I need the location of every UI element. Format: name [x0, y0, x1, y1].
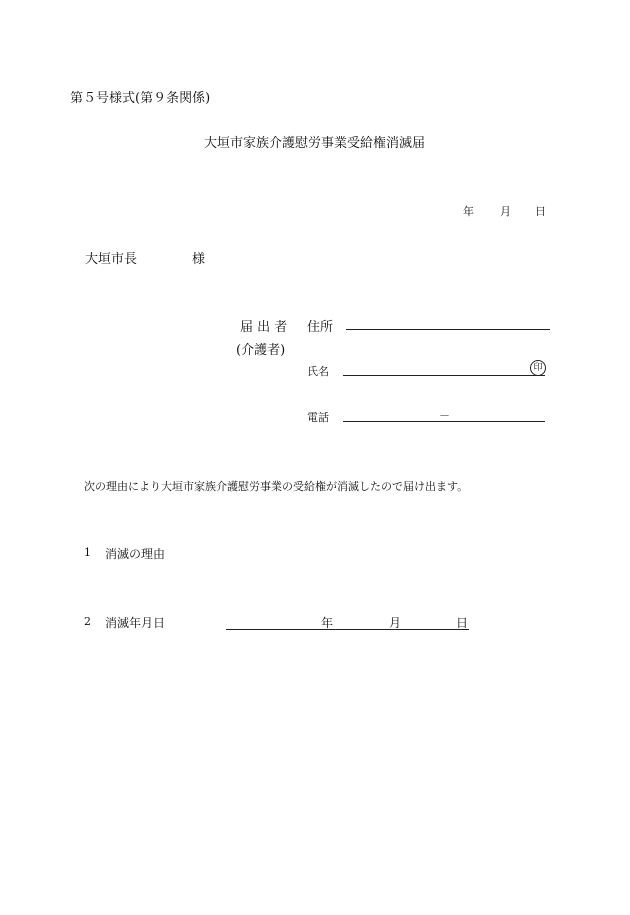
- addressee-name: 大垣市長: [85, 252, 138, 267]
- notifier-label: 届 出 者: [240, 320, 288, 335]
- date-day-label: 日: [535, 205, 546, 218]
- addressee-honorific: 様: [192, 252, 206, 267]
- address-field-line[interactable]: [346, 329, 550, 330]
- item-number: 1: [84, 546, 91, 559]
- phone-label: 電話: [307, 411, 329, 424]
- extinction-month-label: 月: [389, 616, 402, 630]
- extinction-day-label: 日: [456, 616, 469, 630]
- address-label: 住所: [307, 320, 334, 335]
- seal-mark: 印: [530, 360, 546, 376]
- page-title: 大垣市家族介護慰労事業受給権消滅届: [204, 136, 426, 151]
- item-number: 2: [84, 615, 91, 628]
- item-label: 消滅年月日: [105, 616, 166, 630]
- date-year-label: 年: [463, 205, 474, 218]
- notifier-sub-label: (介護者): [236, 343, 286, 358]
- item-label: 消滅の理由: [105, 547, 166, 561]
- name-label: 氏名: [307, 365, 329, 378]
- statement-text: 次の理由により大垣市家族介護慰労事業の受給権が消滅したので届け出ます。: [84, 480, 469, 493]
- form-number: 第５号様式(第９条関係): [70, 91, 211, 106]
- date-month-label: 月: [500, 205, 511, 218]
- phone-separator: －: [439, 409, 450, 422]
- name-field-line[interactable]: [343, 375, 545, 376]
- extinction-year-label: 年: [321, 616, 334, 630]
- extinction-date-field-line[interactable]: [226, 629, 469, 630]
